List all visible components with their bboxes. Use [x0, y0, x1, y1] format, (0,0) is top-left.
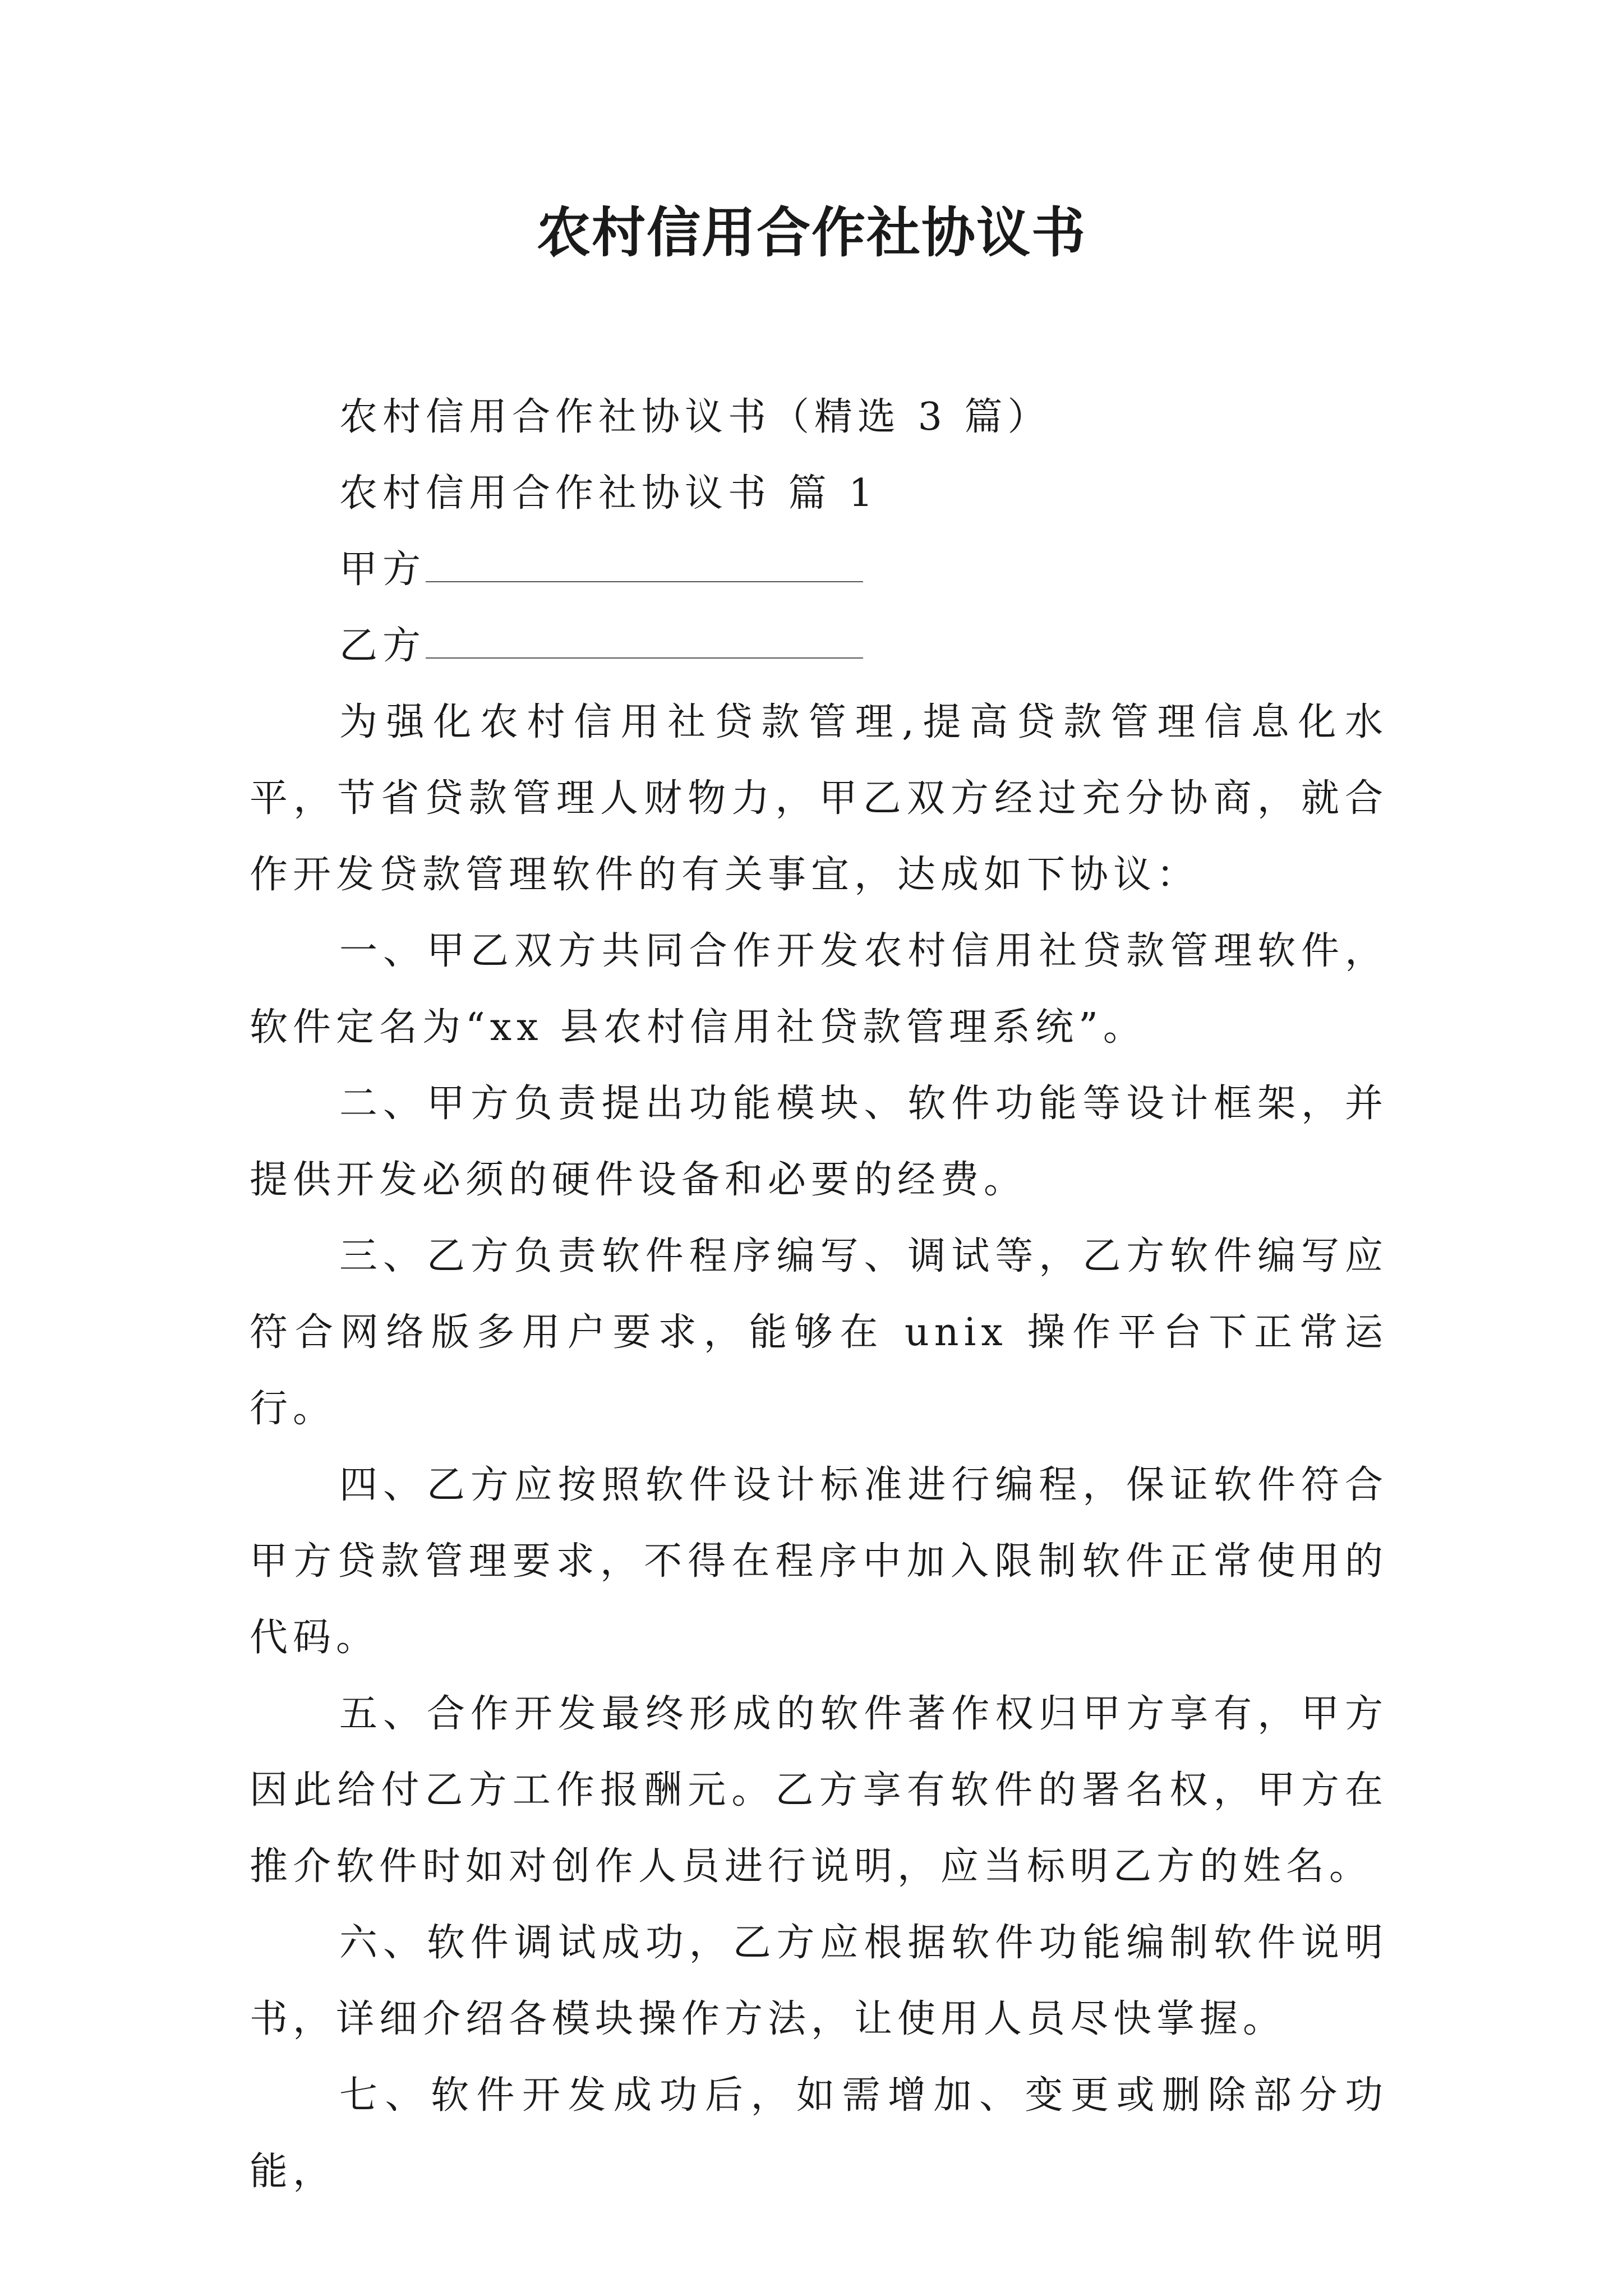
document-title: 农村信用合作社协议书 [537, 201, 1086, 264]
paragraph-clause-6: 六、软件调试成功，乙方应根据软件功能编制软件说明书，详细介绍各模块操作方法，让使用人员尽快掌握。 [250, 1921, 1388, 2041]
section-heading: 农村信用合作社协议书 篇 1 [339, 471, 878, 516]
paragraph-clause-3: 三、乙方负责软件程序编写、调试等，乙方软件编写应符合网络版多用户要求，能够在 unix 操作平台下正常运行。 [250, 1234, 1388, 1431]
party-b-line [250, 608, 1388, 684]
document-subtitle: 农村信用合作社协议书（精选 3 篇） [339, 395, 1051, 439]
paragraph-clause-5: 五、合作开发最终形成的软件著作权归甲方享有，甲方因此给付乙方工作报酬元。乙方享有软件的署名权，甲方在推介软件时如对创作人员进行说明，应当标明乙方的姓名。 [250, 1692, 1388, 1889]
party-b-blank [426, 624, 863, 659]
party-b-label: 乙方 [339, 624, 426, 668]
party-a-blank [426, 547, 863, 582]
paragraph-clause-1: 一、甲乙双方共同合作开发农村信用社贷款管理软件，软件定名为“xx 县农村信用社贷款管理系统”。 [250, 929, 1388, 1050]
paragraph-intro: 为强化农村信用社贷款管理,提高贷款管理信息化水平，节省贷款管理人财物力，甲乙双方经过充分协商，就合作开发贷款管理软件的有关事宜，达成如下协议： [250, 700, 1388, 897]
party-a-line [250, 532, 1388, 608]
document-body [250, 379, 1388, 2210]
paragraph-clause-2: 二、甲方负责提出功能模块、软件功能等设计框架，并提供开发必须的硬件设备和必要的经费。 [250, 1082, 1388, 1202]
paragraph-clause-7: 七、软件开发成功后，如需增加、变更或删除部分功能， [250, 2073, 1388, 2194]
paragraph-clause-4: 四、乙方应按照软件设计标准进行编程，保证软件符合甲方贷款管理要求，不得在程序中加入限制软件正常使用的代码。 [250, 1463, 1388, 1660]
party-a-label: 甲方 [339, 547, 426, 592]
